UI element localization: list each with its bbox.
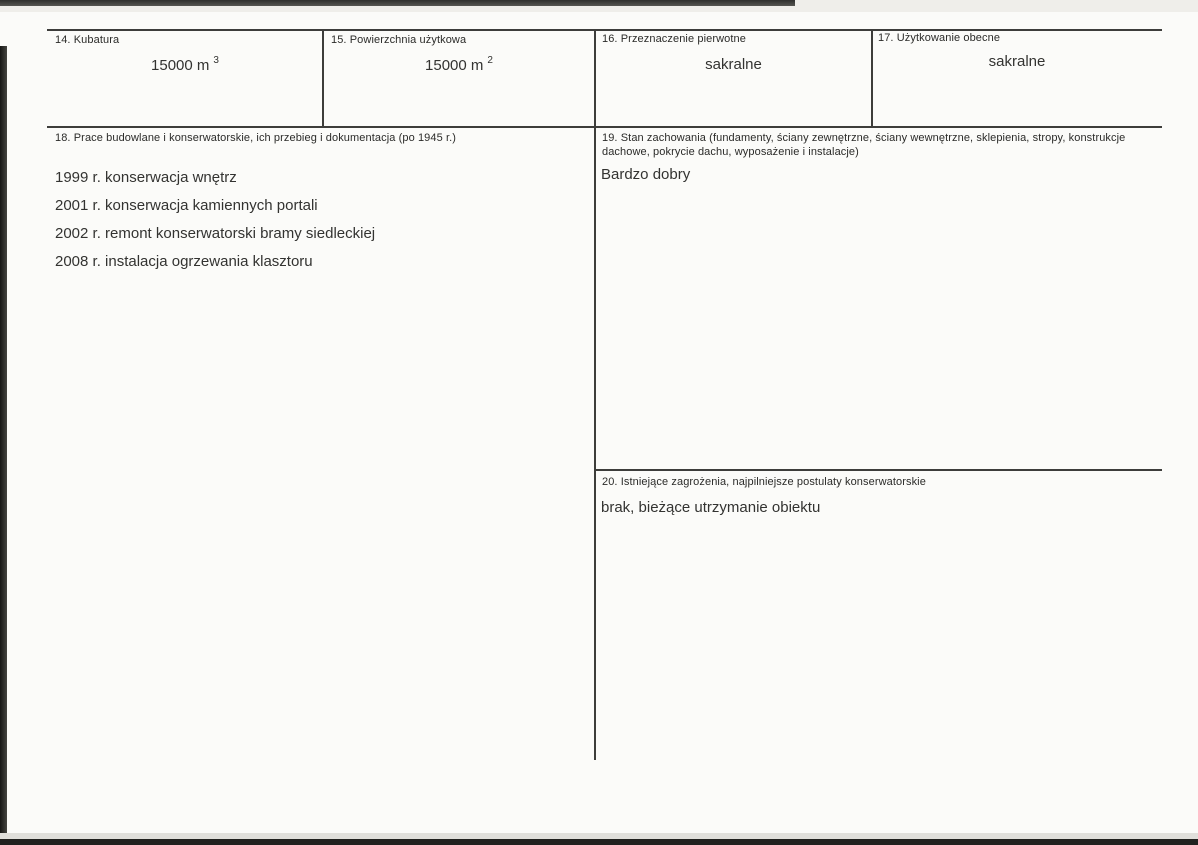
field-15-powierzchnia-value [323, 56, 595, 74]
field-16-przeznaczenie-value: sakralne [705, 56, 762, 73]
field-15-value-exponent: 2 [487, 55, 493, 66]
field-19-stan-value: Bardzo dobry [601, 166, 691, 183]
field-18-entry-2008: 2008 r. instalacja ogrzewania klasztoru [55, 253, 313, 270]
field-17-uzytkowanie-label: 17. Użytkowanie obecne [878, 32, 1001, 44]
scan-left-edge-strip [0, 46, 7, 839]
table-border-field20-top [595, 469, 1162, 471]
field-14-kubatura-value [47, 56, 323, 74]
field-14-value-number: 15000 m [151, 57, 210, 74]
table-border-col-16-17 [871, 29, 873, 128]
table-border-row-divider [47, 126, 1162, 128]
field-15-powierzchnia-label: 15. Powierzchnia użytkowa [331, 34, 467, 46]
field-18-entry-1999: 1999 r. konserwacja wnętrz [55, 169, 237, 186]
field-18-entry-2002: 2002 r. remont konserwatorski bramy siedleckiej [55, 225, 376, 242]
table-border-col-14-15 [322, 29, 324, 128]
field-19-stan-label: 19. Stan zachowania (fundamenty, ściany zewnętrzne, ściany wewnętrzne, sklepienia, stropy, konstrukcje dachowe, pokrycie dachu, wyposażenie i instalacje) [602, 132, 1126, 158]
scan-top-edge-strip [0, 0, 795, 6]
field-20-zagrozenia-value: brak, bieżące utrzymanie obiektu [601, 499, 821, 516]
field-14-kubatura-label: 14. Kubatura [55, 34, 120, 46]
table-border-top [47, 29, 1162, 31]
field-18-prace-entries [55, 164, 375, 276]
field-18-prace-label: 18. Prace budowlane i konserwatorskie, ich przebieg i dokumentacja (po 1945 r.) [55, 132, 457, 144]
field-20-zagrozenia-label: 20. Istniejące zagrożenia, najpilniejsze postulaty konserwatorskie [602, 476, 926, 488]
field-18-entry-2001: 2001 r. konserwacja kamiennych portali [55, 197, 318, 214]
scan-bottom-edge-strip [0, 839, 1198, 845]
field-16-przeznaczenie-label: 16. Przeznaczenie pierwotne [602, 33, 746, 45]
field-17-uzytkowanie-value: sakralne [988, 53, 1046, 70]
field-14-value-exponent: 3 [213, 55, 219, 66]
field-15-value-number: 15000 m [425, 57, 484, 74]
table-border-center [594, 29, 596, 760]
